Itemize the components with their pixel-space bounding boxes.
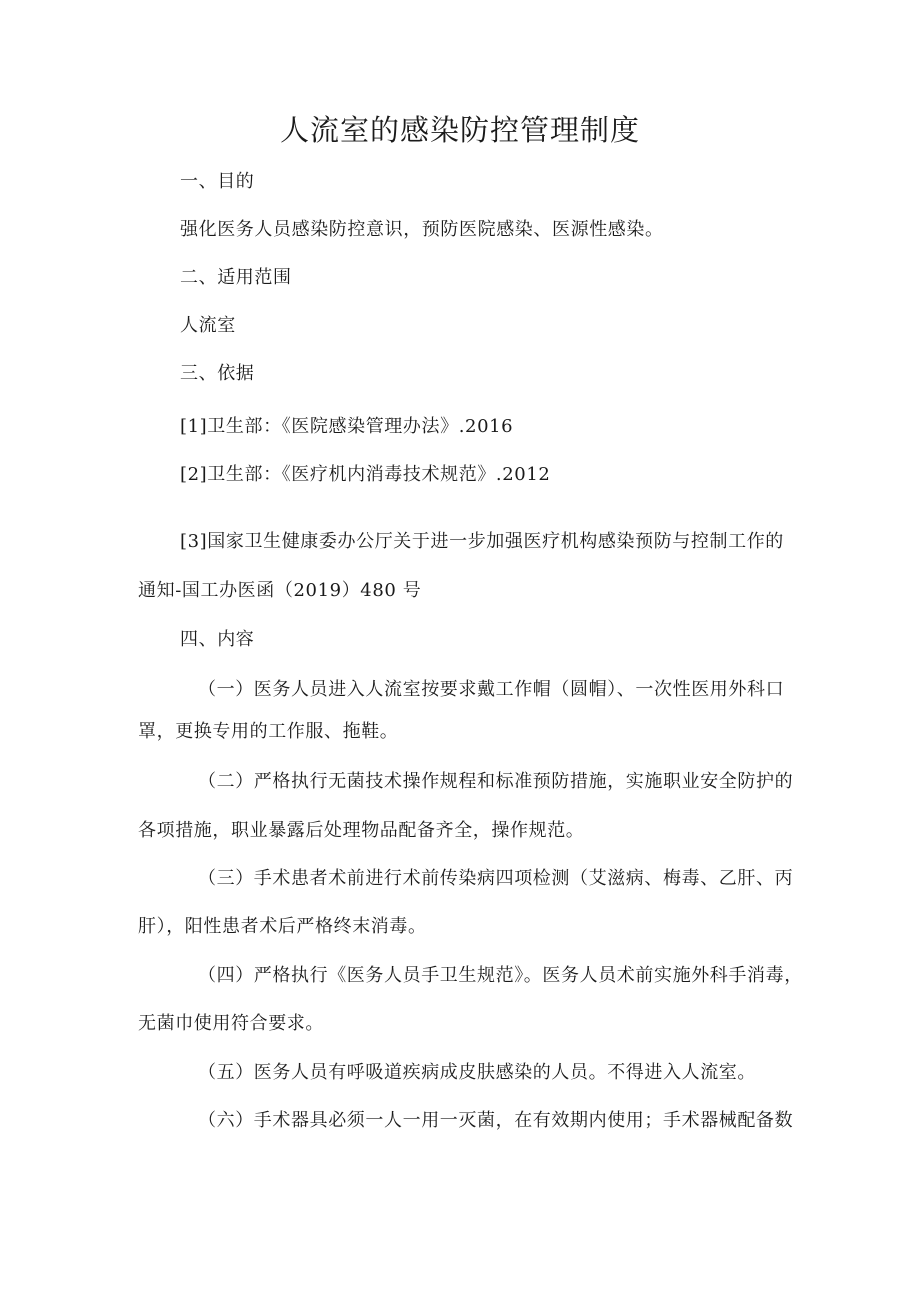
content-item-3-line-1: （三）手术患者术前进行术前传染病四项检测（艾滋病、梅毒、乙肝、丙 <box>198 868 794 889</box>
content-item-6-line-1: （六）手术器具必须一人一用一灭菌，在有效期内使用；手术器械配备数 <box>198 1110 794 1131</box>
section-heading-content: 四、内容 <box>180 629 255 650</box>
content-item-5-line-1: （五）医务人员有呼吸道疾病成皮肤感染的人员。不得进入人流室。 <box>198 1062 756 1083</box>
section-text-scope: 人流室 <box>180 315 236 336</box>
section-text-purpose: 强化医务人员感染防控意识，预防医院感染、医源性感染。 <box>180 219 664 240</box>
section-heading-scope: 二、适用范围 <box>180 267 292 288</box>
content-item-1-line-1: （一）医务人员进入人流室按要求戴工作帽（圆帽）、一次性医用外科口 <box>198 679 785 700</box>
content-item-4-line-2: 无菌巾使用符合要求。 <box>138 1013 324 1034</box>
content-item-2-line-2: 各项措施，职业暴露后处理物品配备齐全，操作规范。 <box>138 820 585 841</box>
reference-2: [2]卫生部：《医疗机内消毒技术规范》.2012 <box>180 464 551 485</box>
content-item-4-line-1: （四）严格执行《医务人员手卫生规范》。医务人员术前实施外科手消毒， <box>198 965 803 986</box>
section-heading-purpose: 一、目的 <box>180 171 255 192</box>
section-heading-basis: 三、依据 <box>180 363 255 384</box>
reference-3-line-2: 通知-国工办医函（2019）480 号 <box>138 580 422 601</box>
content-item-1-line-2: 罩，更换专用的工作服、拖鞋。 <box>138 721 399 742</box>
content-item-3-line-2: 肝），阳性患者术后严格终末消毒。 <box>138 916 427 937</box>
reference-3-line-1: [3]国家卫生健康委办公厅关于进一步加强医疗机构感染预防与控制工作的 <box>180 531 784 552</box>
document-title: 人流室的感染防控管理制度 <box>279 113 640 147</box>
reference-1: [1]卫生部：《医院感染管理办法》.2016 <box>180 416 514 437</box>
content-item-2-line-1: （二）严格执行无菌技术操作规程和标准预防措施，实施职业安全防护的 <box>198 771 794 792</box>
